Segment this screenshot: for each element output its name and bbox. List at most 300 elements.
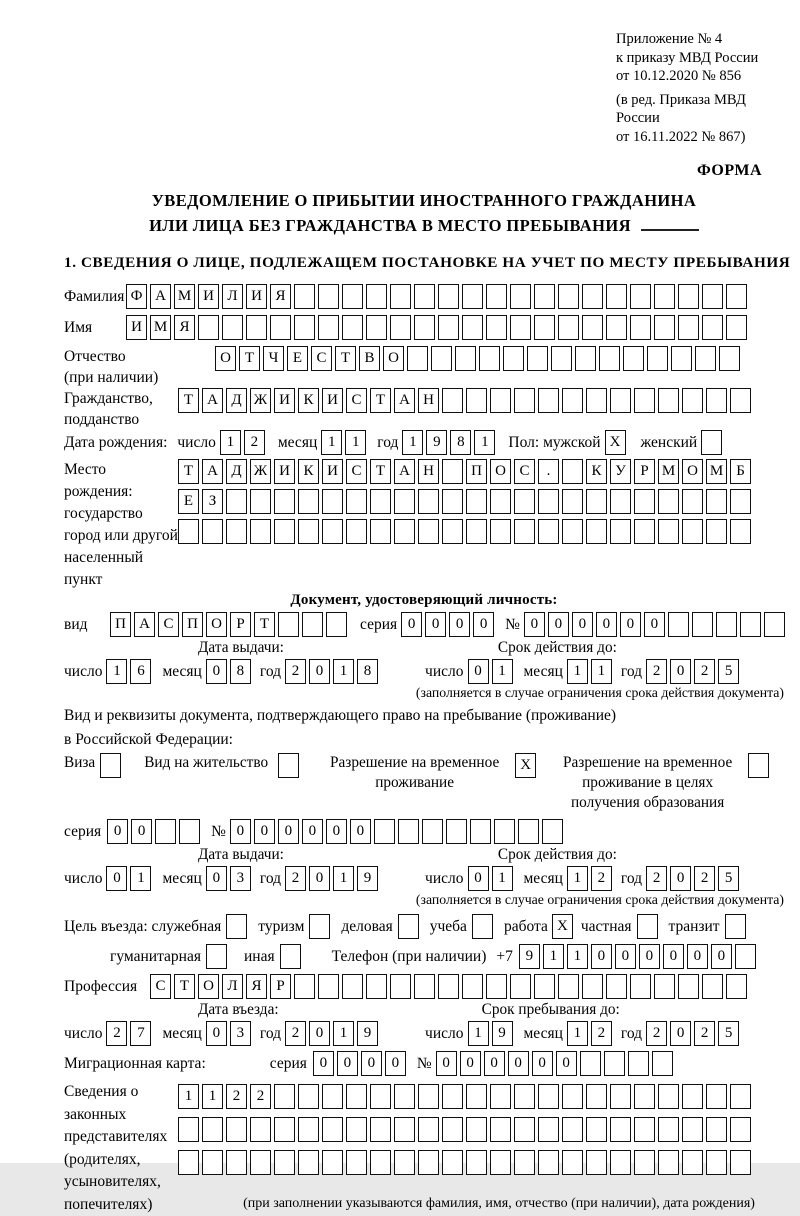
char-cell[interactable] <box>682 388 703 413</box>
char-cell[interactable] <box>455 346 476 371</box>
char-cell[interactable]: 1 <box>567 1021 588 1046</box>
char-cell[interactable]: П <box>182 612 203 637</box>
char-cell[interactable] <box>510 284 531 309</box>
char-cell[interactable] <box>274 1150 295 1175</box>
char-cell[interactable] <box>606 315 627 340</box>
char-cell[interactable]: И <box>322 388 343 413</box>
char-cell[interactable]: 9 <box>426 430 447 455</box>
char-cell[interactable] <box>726 284 747 309</box>
char-cell[interactable]: 2 <box>694 1021 715 1046</box>
char-cell[interactable]: 0 <box>639 944 660 969</box>
char-cell[interactable]: 0 <box>309 659 330 684</box>
char-cell[interactable]: О <box>206 612 227 637</box>
char-cell[interactable]: 0 <box>615 944 636 969</box>
char-cell[interactable] <box>748 753 769 778</box>
char-cell[interactable]: 1 <box>130 866 151 891</box>
char-cell[interactable] <box>490 388 511 413</box>
char-cell[interactable] <box>466 1117 487 1142</box>
char-cell[interactable] <box>634 1117 655 1142</box>
char-cell[interactable] <box>438 284 459 309</box>
char-cell[interactable]: С <box>346 388 367 413</box>
char-cell[interactable]: П <box>110 612 131 637</box>
char-cell[interactable] <box>610 388 631 413</box>
char-cell[interactable] <box>606 284 627 309</box>
char-cell[interactable]: Т <box>178 459 199 484</box>
char-cell[interactable] <box>274 1084 295 1109</box>
char-cell[interactable] <box>202 1117 223 1142</box>
char-cell[interactable] <box>558 315 579 340</box>
char-cell[interactable] <box>514 1084 535 1109</box>
char-cell[interactable] <box>394 1117 415 1142</box>
char-cell[interactable] <box>490 1084 511 1109</box>
char-cell[interactable] <box>586 388 607 413</box>
char-cell[interactable]: 0 <box>436 1051 457 1076</box>
char-cell[interactable] <box>250 519 271 544</box>
char-cell[interactable] <box>250 1150 271 1175</box>
char-cell[interactable]: Р <box>270 974 291 999</box>
char-cell[interactable] <box>414 315 435 340</box>
char-cell[interactable]: 0 <box>230 819 251 844</box>
char-cell[interactable]: Т <box>178 388 199 413</box>
char-cell[interactable] <box>558 284 579 309</box>
char-cell[interactable] <box>390 315 411 340</box>
char-cell[interactable]: С <box>311 346 332 371</box>
char-cell[interactable] <box>726 315 747 340</box>
char-cell[interactable]: Р <box>230 612 251 637</box>
char-cell[interactable]: С <box>158 612 179 637</box>
char-cell[interactable] <box>298 1150 319 1175</box>
char-cell[interactable] <box>298 1117 319 1142</box>
char-cell[interactable]: X <box>605 430 626 455</box>
char-cell[interactable]: 2 <box>591 866 612 891</box>
char-cell[interactable] <box>562 459 583 484</box>
char-cell[interactable]: К <box>298 388 319 413</box>
char-cell[interactable]: 3 <box>230 866 251 891</box>
char-cell[interactable]: 2 <box>646 1021 667 1046</box>
char-cell[interactable]: 0 <box>591 944 612 969</box>
char-cell[interactable]: 5 <box>718 659 739 684</box>
char-cell[interactable] <box>562 1084 583 1109</box>
char-cell[interactable] <box>634 1084 655 1109</box>
char-cell[interactable] <box>342 974 363 999</box>
char-cell[interactable]: 0 <box>449 612 470 637</box>
char-cell[interactable] <box>630 315 651 340</box>
char-cell[interactable] <box>346 1117 367 1142</box>
char-cell[interactable]: 2 <box>591 1021 612 1046</box>
char-cell[interactable] <box>370 1117 391 1142</box>
char-cell[interactable] <box>442 1117 463 1142</box>
char-cell[interactable]: 0 <box>254 819 275 844</box>
char-cell[interactable]: Е <box>178 489 199 514</box>
char-cell[interactable] <box>479 346 500 371</box>
char-cell[interactable]: И <box>198 284 219 309</box>
char-cell[interactable]: 0 <box>556 1051 577 1076</box>
char-cell[interactable]: К <box>586 459 607 484</box>
char-cell[interactable] <box>730 519 751 544</box>
char-cell[interactable]: 0 <box>711 944 732 969</box>
char-cell[interactable] <box>202 1150 223 1175</box>
char-cell[interactable] <box>466 1084 487 1109</box>
char-cell[interactable] <box>764 612 785 637</box>
char-cell[interactable]: 1 <box>333 659 354 684</box>
char-cell[interactable] <box>226 914 247 939</box>
char-cell[interactable] <box>431 346 452 371</box>
char-cell[interactable]: М <box>658 459 679 484</box>
char-cell[interactable] <box>716 612 737 637</box>
char-cell[interactable]: 2 <box>646 659 667 684</box>
char-cell[interactable] <box>226 489 247 514</box>
char-cell[interactable] <box>490 1150 511 1175</box>
char-cell[interactable]: 0 <box>278 819 299 844</box>
char-cell[interactable]: 0 <box>460 1051 481 1076</box>
char-cell[interactable] <box>342 315 363 340</box>
char-cell[interactable]: 0 <box>670 1021 691 1046</box>
char-cell[interactable]: 1 <box>202 1084 223 1109</box>
char-cell[interactable]: 0 <box>468 659 489 684</box>
char-cell[interactable] <box>630 974 651 999</box>
char-cell[interactable] <box>628 1051 649 1076</box>
char-cell[interactable]: 0 <box>644 612 665 637</box>
char-cell[interactable] <box>342 284 363 309</box>
char-cell[interactable] <box>462 284 483 309</box>
char-cell[interactable] <box>226 1117 247 1142</box>
char-cell[interactable]: 0 <box>309 866 330 891</box>
char-cell[interactable]: 1 <box>474 430 495 455</box>
char-cell[interactable] <box>610 1084 631 1109</box>
char-cell[interactable] <box>414 284 435 309</box>
char-cell[interactable] <box>610 1117 631 1142</box>
char-cell[interactable]: 2 <box>285 866 306 891</box>
char-cell[interactable] <box>490 519 511 544</box>
char-cell[interactable] <box>654 284 675 309</box>
char-cell[interactable] <box>706 1117 727 1142</box>
char-cell[interactable]: И <box>246 284 267 309</box>
char-cell[interactable] <box>442 489 463 514</box>
char-cell[interactable] <box>294 315 315 340</box>
char-cell[interactable]: Ч <box>263 346 284 371</box>
char-cell[interactable]: 2 <box>250 1084 271 1109</box>
char-cell[interactable]: 5 <box>718 1021 739 1046</box>
char-cell[interactable] <box>658 519 679 544</box>
char-cell[interactable] <box>418 1117 439 1142</box>
char-cell[interactable] <box>671 346 692 371</box>
char-cell[interactable]: 0 <box>206 659 227 684</box>
char-cell[interactable] <box>274 1117 295 1142</box>
char-cell[interactable]: 7 <box>130 1021 151 1046</box>
char-cell[interactable] <box>682 1084 703 1109</box>
char-cell[interactable] <box>706 1084 727 1109</box>
char-cell[interactable]: 9 <box>357 1021 378 1046</box>
char-cell[interactable]: Т <box>254 612 275 637</box>
char-cell[interactable] <box>322 1150 343 1175</box>
char-cell[interactable] <box>466 1150 487 1175</box>
char-cell[interactable]: Б <box>730 459 751 484</box>
char-cell[interactable] <box>418 1150 439 1175</box>
char-cell[interactable]: 0 <box>401 612 422 637</box>
char-cell[interactable]: А <box>202 459 223 484</box>
char-cell[interactable]: 0 <box>532 1051 553 1076</box>
char-cell[interactable] <box>701 430 722 455</box>
char-cell[interactable]: Я <box>246 974 267 999</box>
char-cell[interactable]: 0 <box>596 612 617 637</box>
char-cell[interactable] <box>462 315 483 340</box>
char-cell[interactable] <box>706 1150 727 1175</box>
char-cell[interactable] <box>309 914 330 939</box>
char-cell[interactable]: 9 <box>357 866 378 891</box>
char-cell[interactable]: 1 <box>106 659 127 684</box>
char-cell[interactable] <box>682 1150 703 1175</box>
char-cell[interactable] <box>490 1117 511 1142</box>
char-cell[interactable] <box>575 346 596 371</box>
char-cell[interactable]: 0 <box>670 659 691 684</box>
char-cell[interactable] <box>730 388 751 413</box>
char-cell[interactable]: С <box>150 974 171 999</box>
char-cell[interactable] <box>630 284 651 309</box>
char-cell[interactable]: 3 <box>230 1021 251 1046</box>
char-cell[interactable] <box>562 1150 583 1175</box>
char-cell[interactable] <box>580 1051 601 1076</box>
char-cell[interactable] <box>682 519 703 544</box>
char-cell[interactable] <box>702 284 723 309</box>
char-cell[interactable] <box>654 315 675 340</box>
char-cell[interactable] <box>442 388 463 413</box>
char-cell[interactable] <box>692 612 713 637</box>
char-cell[interactable]: О <box>383 346 404 371</box>
char-cell[interactable]: 0 <box>350 819 371 844</box>
char-cell[interactable] <box>442 1084 463 1109</box>
char-cell[interactable] <box>647 346 668 371</box>
char-cell[interactable]: 5 <box>718 866 739 891</box>
char-cell[interactable] <box>582 974 603 999</box>
char-cell[interactable] <box>370 489 391 514</box>
char-cell[interactable]: 9 <box>519 944 540 969</box>
char-cell[interactable]: 0 <box>687 944 708 969</box>
char-cell[interactable]: 8 <box>357 659 378 684</box>
char-cell[interactable] <box>695 346 716 371</box>
char-cell[interactable] <box>654 974 675 999</box>
char-cell[interactable] <box>398 819 419 844</box>
char-cell[interactable] <box>442 519 463 544</box>
char-cell[interactable] <box>438 974 459 999</box>
char-cell[interactable] <box>658 1084 679 1109</box>
char-cell[interactable]: 1 <box>333 866 354 891</box>
char-cell[interactable] <box>586 1084 607 1109</box>
char-cell[interactable] <box>538 388 559 413</box>
char-cell[interactable] <box>586 1117 607 1142</box>
char-cell[interactable] <box>486 315 507 340</box>
char-cell[interactable]: Д <box>226 459 247 484</box>
char-cell[interactable] <box>610 489 631 514</box>
char-cell[interactable]: К <box>298 459 319 484</box>
char-cell[interactable] <box>346 1084 367 1109</box>
char-cell[interactable]: 2 <box>244 430 265 455</box>
char-cell[interactable] <box>678 315 699 340</box>
char-cell[interactable]: Ж <box>250 388 271 413</box>
char-cell[interactable] <box>346 519 367 544</box>
char-cell[interactable] <box>226 519 247 544</box>
char-cell[interactable] <box>198 315 219 340</box>
char-cell[interactable]: Т <box>174 974 195 999</box>
char-cell[interactable]: Л <box>222 974 243 999</box>
char-cell[interactable] <box>322 489 343 514</box>
char-cell[interactable] <box>706 388 727 413</box>
char-cell[interactable] <box>274 519 295 544</box>
char-cell[interactable] <box>366 315 387 340</box>
char-cell[interactable]: 0 <box>313 1051 334 1076</box>
char-cell[interactable]: 1 <box>468 1021 489 1046</box>
char-cell[interactable] <box>582 284 603 309</box>
char-cell[interactable] <box>298 1084 319 1109</box>
char-cell[interactable] <box>394 519 415 544</box>
char-cell[interactable] <box>466 388 487 413</box>
char-cell[interactable] <box>510 315 531 340</box>
char-cell[interactable] <box>634 1150 655 1175</box>
char-cell[interactable] <box>407 346 428 371</box>
char-cell[interactable] <box>725 914 746 939</box>
char-cell[interactable] <box>394 1084 415 1109</box>
char-cell[interactable] <box>562 489 583 514</box>
char-cell[interactable] <box>470 819 491 844</box>
char-cell[interactable]: 2 <box>285 1021 306 1046</box>
char-cell[interactable]: 0 <box>484 1051 505 1076</box>
char-cell[interactable]: 1 <box>543 944 564 969</box>
char-cell[interactable] <box>246 315 267 340</box>
char-cell[interactable]: 0 <box>620 612 641 637</box>
char-cell[interactable] <box>740 612 761 637</box>
char-cell[interactable] <box>586 489 607 514</box>
char-cell[interactable] <box>438 315 459 340</box>
char-cell[interactable] <box>514 388 535 413</box>
char-cell[interactable]: 1 <box>591 659 612 684</box>
char-cell[interactable]: Я <box>270 284 291 309</box>
char-cell[interactable]: 0 <box>468 866 489 891</box>
char-cell[interactable] <box>538 1150 559 1175</box>
char-cell[interactable]: В <box>359 346 380 371</box>
char-cell[interactable] <box>322 1084 343 1109</box>
char-cell[interactable] <box>446 819 467 844</box>
char-cell[interactable] <box>250 1117 271 1142</box>
char-cell[interactable]: 0 <box>663 944 684 969</box>
char-cell[interactable] <box>346 1150 367 1175</box>
char-cell[interactable]: Е <box>287 346 308 371</box>
char-cell[interactable]: Д <box>226 388 247 413</box>
char-cell[interactable]: 0 <box>508 1051 529 1076</box>
char-cell[interactable] <box>100 753 121 778</box>
char-cell[interactable] <box>366 974 387 999</box>
char-cell[interactable] <box>658 388 679 413</box>
char-cell[interactable]: 1 <box>345 430 366 455</box>
char-cell[interactable] <box>418 519 439 544</box>
char-cell[interactable] <box>466 489 487 514</box>
char-cell[interactable] <box>682 1117 703 1142</box>
char-cell[interactable] <box>494 819 515 844</box>
char-cell[interactable] <box>610 519 631 544</box>
char-cell[interactable] <box>179 819 200 844</box>
char-cell[interactable] <box>370 519 391 544</box>
char-cell[interactable] <box>398 914 419 939</box>
char-cell[interactable]: П <box>466 459 487 484</box>
char-cell[interactable]: И <box>274 388 295 413</box>
char-cell[interactable] <box>562 388 583 413</box>
char-cell[interactable]: И <box>274 459 295 484</box>
char-cell[interactable] <box>623 346 644 371</box>
char-cell[interactable] <box>486 284 507 309</box>
char-cell[interactable] <box>586 1150 607 1175</box>
char-cell[interactable] <box>527 346 548 371</box>
char-cell[interactable] <box>503 346 524 371</box>
char-cell[interactable] <box>678 974 699 999</box>
char-cell[interactable]: 2 <box>106 1021 127 1046</box>
char-cell[interactable]: 2 <box>285 659 306 684</box>
char-cell[interactable] <box>514 1117 535 1142</box>
char-cell[interactable]: X <box>515 753 536 778</box>
char-cell[interactable] <box>294 284 315 309</box>
char-cell[interactable]: X <box>552 914 573 939</box>
char-cell[interactable]: А <box>202 388 223 413</box>
char-cell[interactable]: 0 <box>524 612 545 637</box>
char-cell[interactable] <box>514 1150 535 1175</box>
char-cell[interactable]: О <box>198 974 219 999</box>
char-cell[interactable] <box>280 944 301 969</box>
char-cell[interactable] <box>538 1117 559 1142</box>
char-cell[interactable] <box>634 489 655 514</box>
char-cell[interactable] <box>318 315 339 340</box>
char-cell[interactable]: 2 <box>694 866 715 891</box>
char-cell[interactable]: С <box>346 459 367 484</box>
char-cell[interactable]: 0 <box>106 866 127 891</box>
char-cell[interactable]: 0 <box>425 612 446 637</box>
char-cell[interactable] <box>730 1117 751 1142</box>
char-cell[interactable]: Р <box>634 459 655 484</box>
char-cell[interactable]: М <box>706 459 727 484</box>
char-cell[interactable]: 1 <box>567 866 588 891</box>
char-cell[interactable] <box>226 1150 247 1175</box>
char-cell[interactable] <box>542 819 563 844</box>
char-cell[interactable] <box>178 1150 199 1175</box>
char-cell[interactable] <box>366 284 387 309</box>
char-cell[interactable]: А <box>134 612 155 637</box>
char-cell[interactable]: Т <box>239 346 260 371</box>
char-cell[interactable] <box>514 519 535 544</box>
char-cell[interactable] <box>534 284 555 309</box>
char-cell[interactable] <box>562 519 583 544</box>
char-cell[interactable] <box>514 489 535 514</box>
char-cell[interactable]: 0 <box>302 819 323 844</box>
char-cell[interactable]: 0 <box>206 1021 227 1046</box>
char-cell[interactable] <box>706 489 727 514</box>
char-cell[interactable] <box>374 819 395 844</box>
char-cell[interactable] <box>394 1150 415 1175</box>
char-cell[interactable] <box>582 315 603 340</box>
char-cell[interactable] <box>472 914 493 939</box>
char-cell[interactable] <box>658 1150 679 1175</box>
char-cell[interactable]: А <box>394 388 415 413</box>
char-cell[interactable] <box>486 974 507 999</box>
char-cell[interactable] <box>442 459 463 484</box>
char-cell[interactable]: 0 <box>131 819 152 844</box>
char-cell[interactable]: З <box>202 489 223 514</box>
char-cell[interactable]: А <box>150 284 171 309</box>
char-cell[interactable] <box>604 1051 625 1076</box>
char-cell[interactable]: 2 <box>694 659 715 684</box>
char-cell[interactable]: Ж <box>250 459 271 484</box>
char-cell[interactable] <box>250 489 271 514</box>
char-cell[interactable]: 1 <box>178 1084 199 1109</box>
char-cell[interactable]: Т <box>370 459 391 484</box>
char-cell[interactable] <box>390 284 411 309</box>
char-cell[interactable] <box>422 819 443 844</box>
char-cell[interactable]: 0 <box>473 612 494 637</box>
